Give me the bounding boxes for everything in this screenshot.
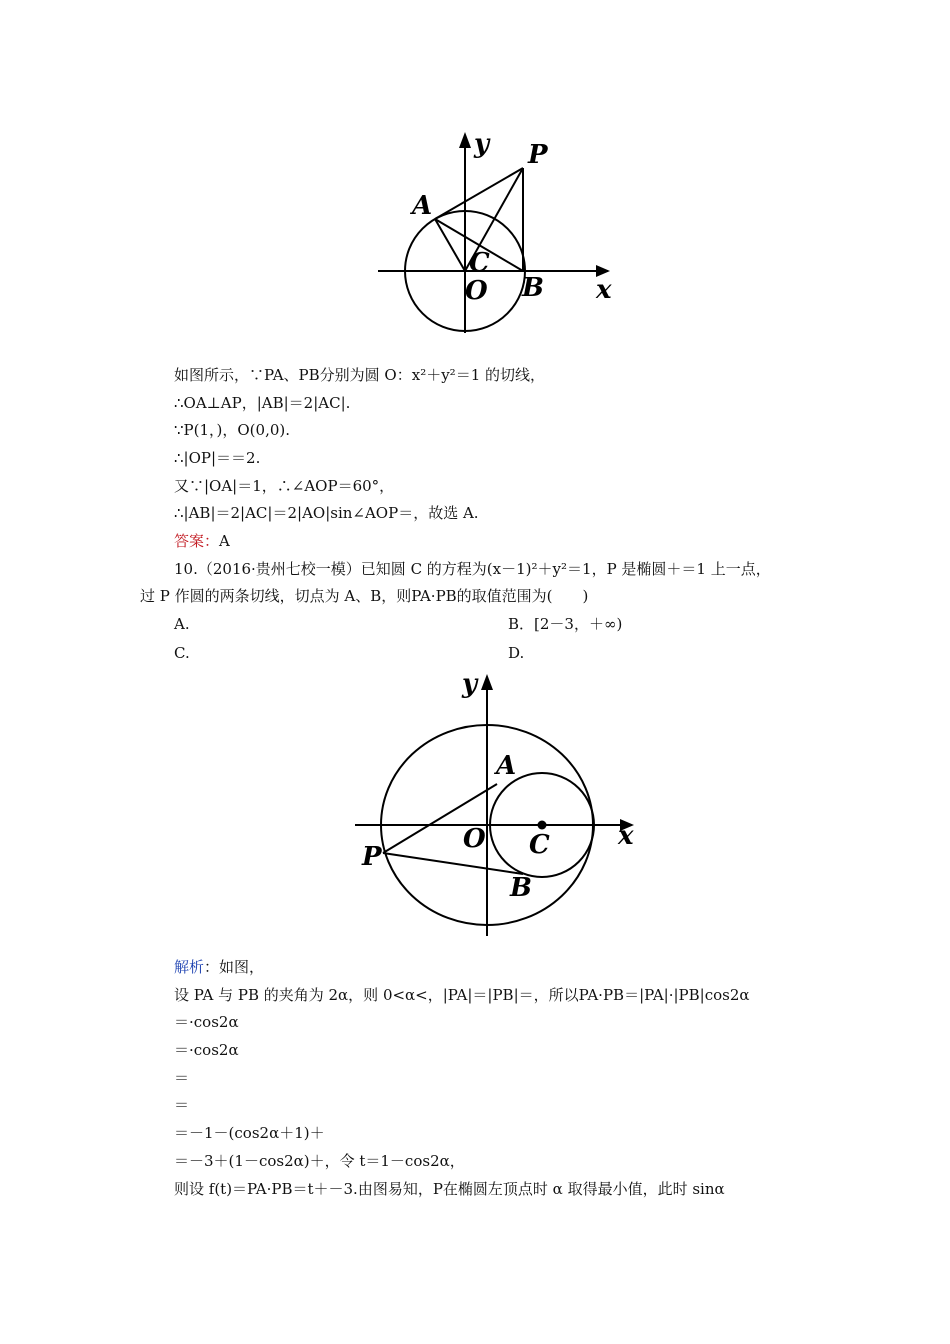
option-D: D.	[508, 644, 525, 662]
label-y: y	[462, 669, 478, 699]
label-B: B	[510, 873, 532, 903]
answer-line	[174, 531, 230, 551]
solution2-header	[174, 957, 264, 977]
label-x: x	[618, 821, 634, 851]
option-A: A.	[174, 615, 190, 633]
solution2-line-4: ＝	[174, 1069, 190, 1087]
label-B: B	[522, 273, 544, 303]
figure-circle-tangents	[370, 128, 620, 338]
solution2-label: 解析	[174, 958, 205, 976]
option-C: C.	[174, 644, 190, 662]
solution2-line-5: ＝	[174, 1096, 190, 1114]
solution2-line-7: ＝－3＋(1－cos2α)＋，令 t＝1－cos2α，	[174, 1152, 465, 1170]
label-O: O	[463, 824, 486, 854]
solution2-intro: ：如图，	[204, 958, 265, 976]
label-y: y	[474, 129, 490, 159]
solution2-line-1: 设 PA 与 PB 的夹角为 2α，则 0<α<，|PA|＝|PB|＝，所以PA·PB＝|PA|·|PB|cos2α	[174, 986, 750, 1004]
label-C: C	[529, 830, 550, 860]
solution1-line-5: 又∵|OA|＝1，∴∠AOP＝60°，	[174, 477, 395, 495]
question10-line-1: 10.（2016·贵州七校一模）已知圆 C 的方程为(x－1)²＋y²＝1，P 是椭圆＋＝1 上一点，	[174, 560, 771, 578]
answer-label: 答案：	[174, 532, 220, 550]
answer-value: A	[219, 532, 230, 550]
solution1-line-1: 如图所示，∵PA、PB分别为圆 O：x²＋y²＝1 的切线，	[174, 366, 546, 384]
solution1-line-2: ∴OA⊥AP，|AB|＝2|AC|.	[174, 394, 351, 412]
label-P: P	[528, 140, 548, 170]
label-O: O	[465, 276, 488, 306]
solution1-line-6: ∴|AB|＝2|AC|＝2|AO|sin∠AOP＝，故选 A.	[174, 504, 479, 522]
solution2-line-2: ＝·cos2α	[174, 1013, 239, 1031]
label-x: x	[596, 275, 612, 305]
figure-ellipse-circle	[350, 668, 650, 938]
label-P: P	[362, 842, 382, 872]
label-C: C	[469, 248, 490, 278]
solution2-line-6: ＝－1－(cos2α＋1)＋	[174, 1124, 325, 1142]
label-A: A	[412, 191, 433, 221]
solution2-line-3: ＝·cos2α	[174, 1041, 239, 1059]
label-A: A	[496, 751, 517, 781]
option-B: B．[2－3，＋∞)	[508, 615, 623, 633]
question10-line-2: 过 P 作圆的两条切线，切点为 A、B，则PA·PB的取值范围为( )	[140, 587, 589, 605]
solution1-line-4: ∴|OP|＝＝2.	[174, 449, 261, 467]
solution1-line-3: ∵P(1，)，O(0,0).	[174, 421, 291, 439]
solution2-line-8: 则设 f(t)＝PA·PB＝t＋－3.由图易知，P在椭圆左顶点时 α 取得最小值，此时 sinα	[174, 1180, 725, 1198]
